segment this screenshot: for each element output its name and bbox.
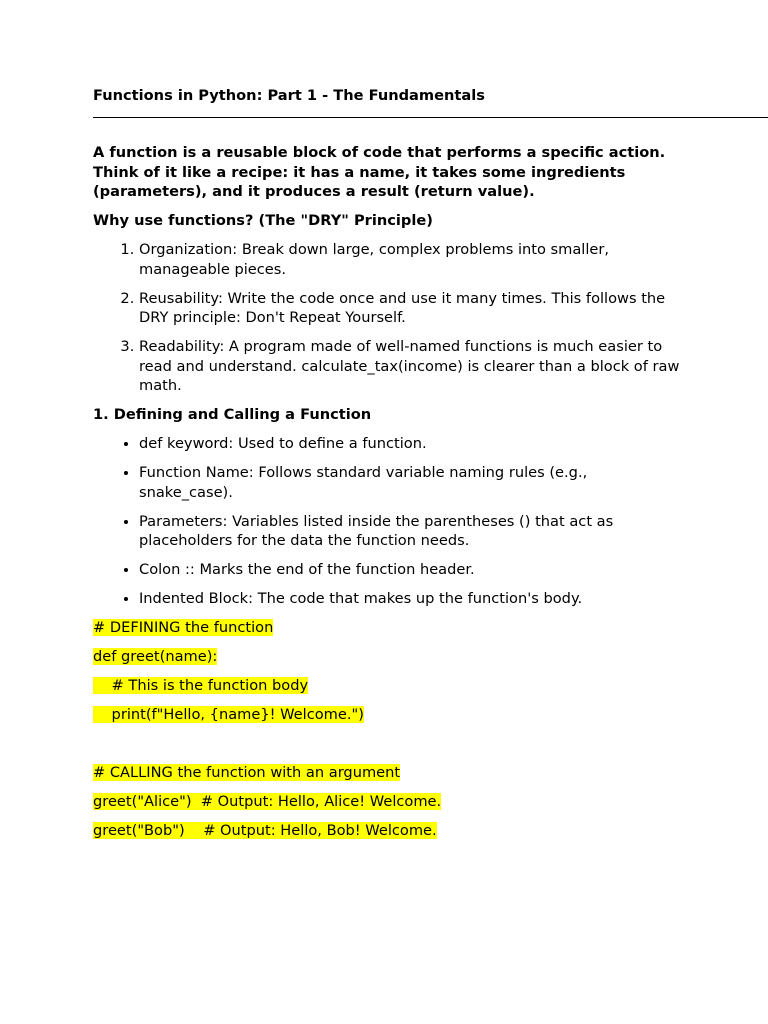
code-line	[93, 705, 683, 725]
code-text: greet("Bob") # Output: Hello, Bob! Welcome.	[93, 822, 437, 839]
section1-item-function-name: • Function Name: Follows standard variable naming rules (e.g., snake_case).	[139, 463, 683, 502]
code-line	[93, 647, 683, 667]
document-body	[93, 143, 683, 850]
section1-item-colon: • Colon :: Marks the end of the function header.	[139, 560, 683, 580]
why-item-reusability: 2. Reusability: Write the code once and use it many times. This follows the DRY principle: Don't Repeat Yourself.	[139, 289, 683, 328]
why-list	[93, 240, 683, 396]
document-title: Functions in Python: Part 1 - The Fundamentals	[93, 87, 485, 104]
section1-item-indented-block: • Indented Block: The code that makes up the function's body.	[139, 589, 683, 609]
code-line	[93, 618, 683, 638]
section1-heading: 1. Defining and Calling a Function	[93, 406, 372, 423]
code-text: print(f"Hello, {name}! Welcome.")	[93, 706, 364, 723]
code-line	[93, 792, 683, 812]
code-line	[93, 763, 683, 783]
section1-list	[93, 434, 683, 609]
intro-paragraph: A function is a reusable block of code that performs a specific action. Think of it like a recipe: it has a name, it takes some ingredients (parameters), and it produces a result (return value).	[93, 144, 666, 200]
title-divider	[93, 117, 768, 118]
code-example	[93, 618, 683, 841]
code-blank-line	[93, 734, 683, 754]
code-text: greet("Alice") # Output: Hello, Alice! Welcome.	[93, 793, 442, 810]
section1-item-parameters: • Parameters: Variables listed inside the parentheses () that act as placeholders for the data the function needs.	[139, 512, 683, 551]
code-text: def greet(name):	[93, 648, 218, 665]
why-item-organization: 1. Organization: Break down large, complex problems into smaller, manageable pieces.	[139, 240, 683, 279]
code-line	[93, 676, 683, 696]
why-item-readability: 3. Readability: A program made of well-named functions is much easier to read and understand. calculate_tax(income) is clearer than a block of raw math.	[139, 337, 683, 396]
code-line	[93, 821, 683, 841]
code-text: # DEFINING the function	[93, 619, 274, 636]
section1-item-def-keyword: • def keyword: Used to define a function.	[139, 434, 683, 454]
why-heading: Why use functions? (The "DRY" Principle)	[93, 212, 433, 229]
code-text: # This is the function body	[93, 677, 309, 694]
code-text: # CALLING the function with an argument	[93, 764, 401, 781]
